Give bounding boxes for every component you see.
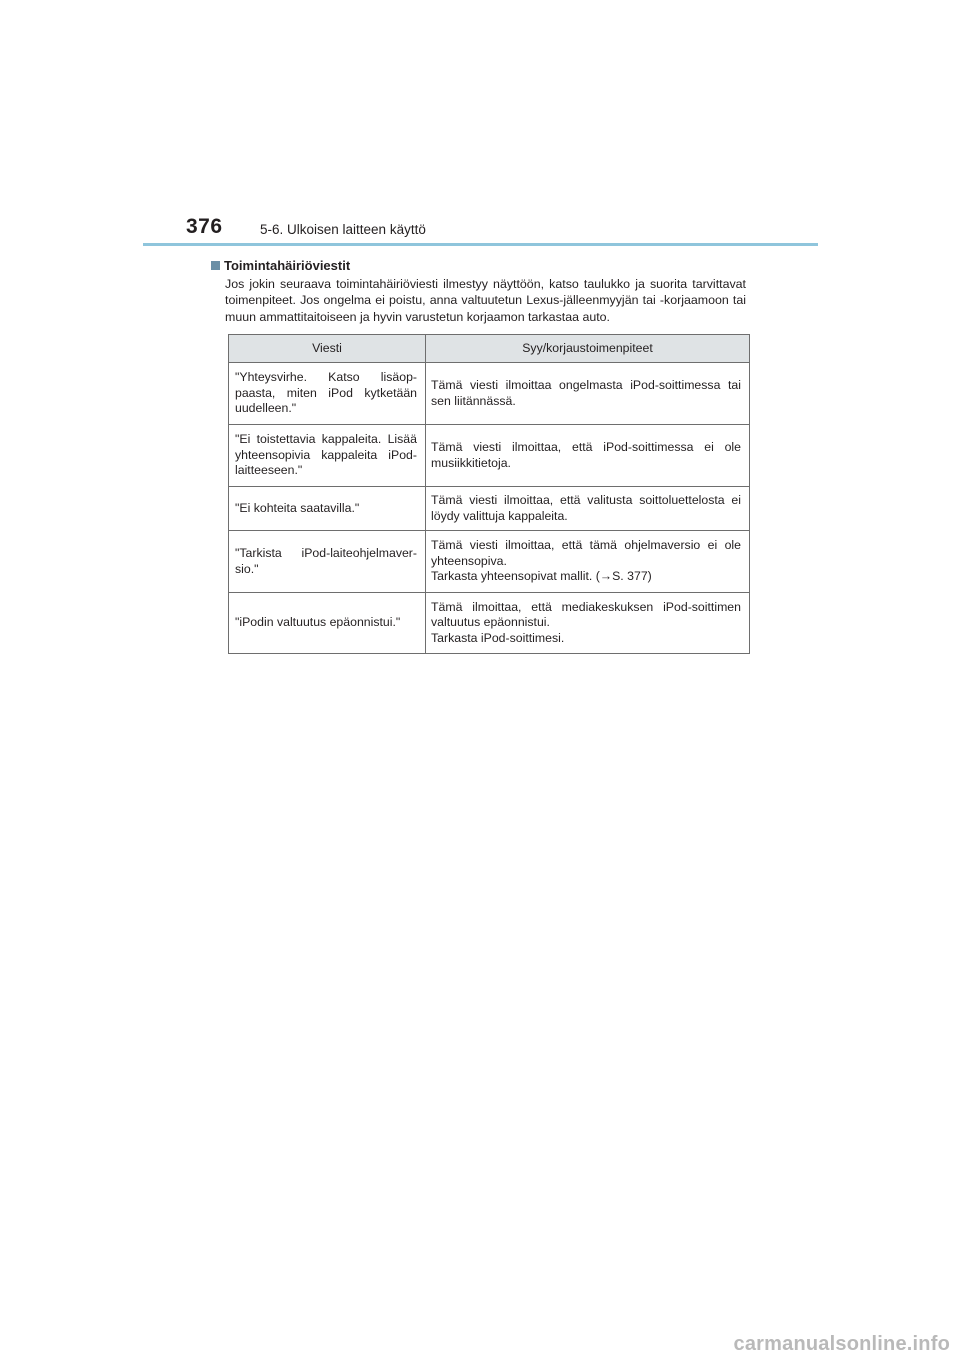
cause-line: Tarkasta iPod-soittimesi. [431, 630, 565, 645]
chapter-title: 5-6. Ulkoisen laitteen käyttö [260, 222, 426, 237]
message-cell: "Ei toistettavia kappaleita. Lisää yhteensopivia kappaleita iPod-laitteeseen." [229, 425, 426, 487]
page-header [0, 0, 960, 250]
page-number: 376 [186, 215, 223, 238]
section-heading-text: Toimintahäiriöviestit [224, 257, 351, 273]
watermark: carmanualsonline.info [733, 1333, 950, 1355]
message-cell: "Tarkista iPod-laiteohjelmaver-sio." [229, 531, 426, 593]
table-row [229, 487, 750, 531]
column-header-message: Viesti [229, 335, 426, 363]
message-cell: "Ei kohteita saatavilla." [229, 487, 426, 531]
cause-cell [426, 487, 750, 531]
cause-cell [426, 593, 750, 654]
square-bullet-icon [211, 261, 220, 270]
column-header-cause: Syy/korjaustoimenpiteet [426, 335, 750, 363]
cause-cell [426, 425, 750, 487]
cause-line: Tämä viesti ilmoittaa ongelmasta iPod-soittimessa tai sen liitännässä. [431, 378, 741, 408]
table-row [229, 425, 750, 487]
table-row [229, 363, 750, 425]
cause-cell [426, 531, 750, 593]
cause-line: Tämä ilmoittaa, että mediakeskuksen iPod-soittimen valtuutus epäonnistui. [431, 599, 741, 630]
cause-line: Tarkasta yhteensopivat mallit. (→S. 377) [431, 569, 652, 584]
table-row [229, 531, 750, 593]
cause-line: Tämä viesti ilmoittaa, että valitusta soittoluettelosta ei löydy valittuja kappaleita. [431, 493, 741, 523]
message-cell: "iPodin valtuutus epäonnistui." [229, 593, 426, 654]
cause-line: Tämä viesti ilmoittaa, että iPod-soittimessa ei ole musiikkitietoja. [431, 440, 741, 470]
header-rule [143, 243, 818, 246]
table-header-row [229, 335, 750, 363]
section-heading [211, 256, 746, 274]
section-malfunction-messages [211, 256, 746, 325]
cause-line: Tämä viesti ilmoittaa, että tämä ohjelmaversio ei ole yhteensopiva. [431, 538, 741, 568]
message-cell: "Yhteysvirhe. Katso lisäop-paasta, miten iPod kytketään uudelleen." [229, 363, 426, 425]
table-row [229, 593, 750, 654]
cause-cell [426, 363, 750, 425]
intro-paragraph: Jos jokin seuraava toimintahäiriöviesti ilmestyy näyttöön, katso taulukko ja suorita tarvittavat toimenpiteet. Jos ongelma ei poistu, anna valtuutetun Lexus-jälleenmyyjän tai -korjaamoon tai muun ammattitaitoiseen ja hyvin varustetun korjaamon tarkastaa auto. [225, 277, 746, 324]
message-table [228, 334, 750, 654]
